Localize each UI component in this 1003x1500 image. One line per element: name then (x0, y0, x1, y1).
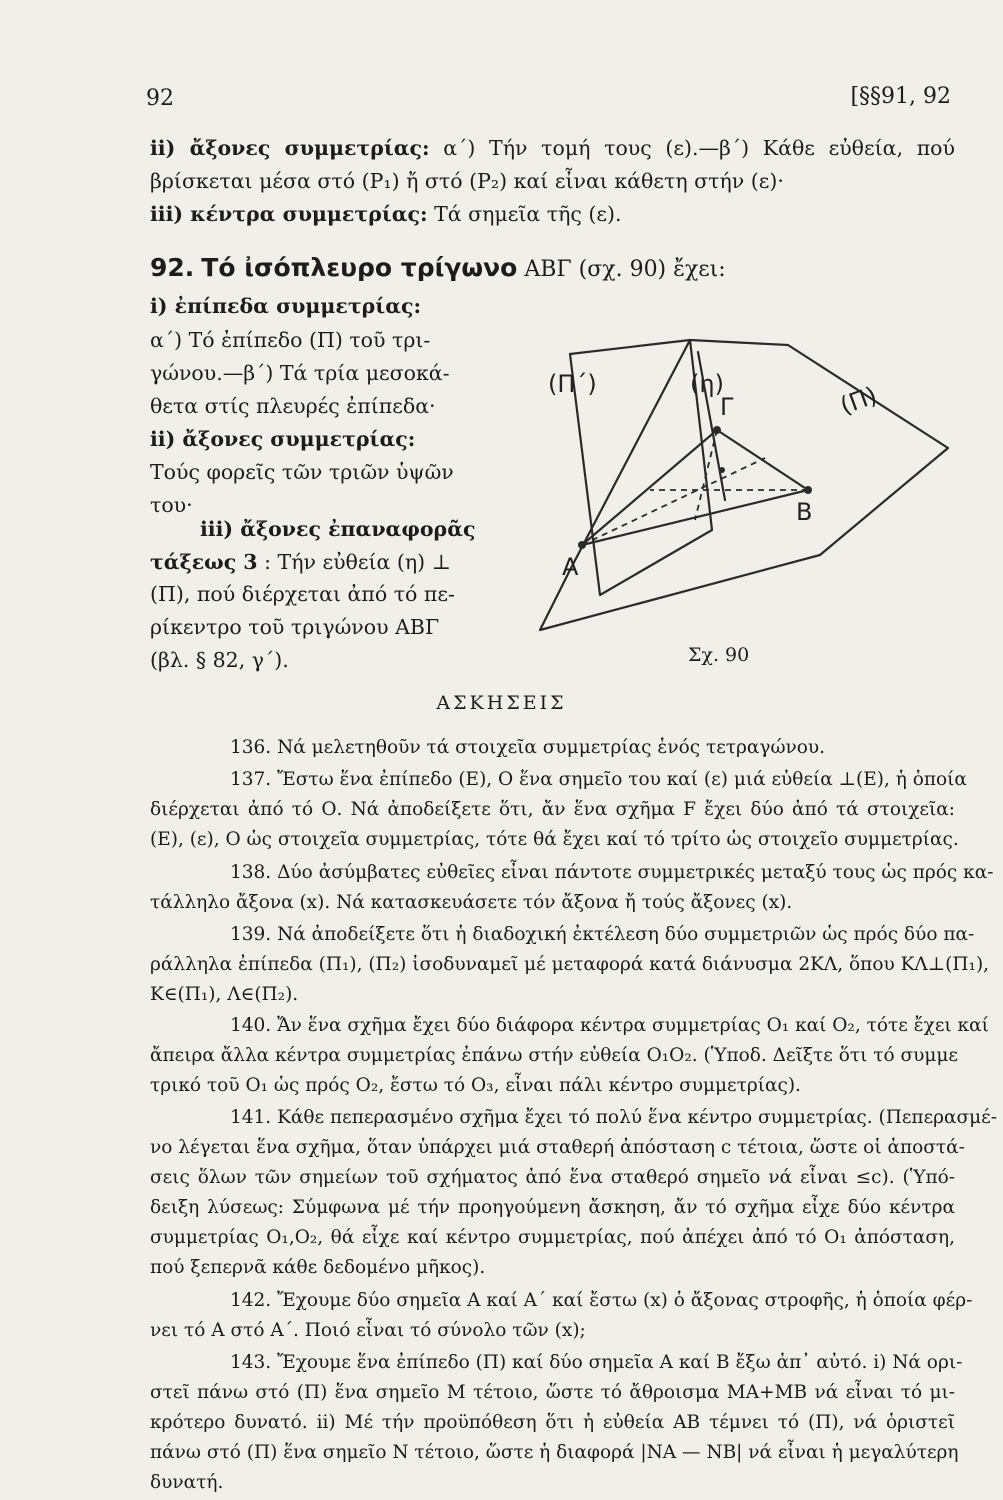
exercise-136 (150, 735, 955, 761)
col-line-1: i) ἐπίπεδα συμμετρίας: (150, 294, 422, 318)
exercise-137-line-3: (Ε), (ε), Ο ὡς στοιχεῖα συμμετρίας, τότε θά ἔχει καί τό τρίτο ὡς στοιχεῖο συμμετρίας. (150, 829, 959, 850)
label-A: Α (562, 553, 579, 581)
exercise-138-line-1: 138. Δύο ἀσύμβατες εὐθεῖες εἶναι πάντοτε συμμετρικές μεταξύ τους ὡς πρός κα- (230, 862, 994, 883)
top-line-2: βρίσκεται μέσα στό (P₁) ἤ στό (P₂) καί εἶναι κάθετη στήν (ε)· (150, 169, 784, 193)
point-B (804, 486, 812, 494)
centroid (719, 467, 725, 473)
point-A (578, 541, 586, 549)
section-heading-rest: ΑΒΓ (σχ. 90) ἔχει: (517, 257, 726, 282)
point-G (713, 426, 721, 434)
col-line-4: θετα στίς πλευρές ἐπίπεδα· (150, 394, 436, 418)
exercise-140-line-1: 140. Ἄν ἕνα σχῆμα ἔχει δύο διάφορα κέντρα συμμετρίας Ο₁ καί Ο₂, τότε ἔχει καί (230, 1015, 989, 1036)
exercise-137-line-1: 137. Ἔστω ἕνα ἐπίπεδο (Ε), Ο ἕνα σημεῖο του καί (ε) μιά εὐθεία ⊥(Ε), ἡ ὁποία (230, 769, 967, 790)
label-pi-prime: (Π΄) (548, 370, 597, 398)
exercise-139-line-2: ράλληλα ἐπίπεδα (Π₁), (Π₂) ἰσοδυναμεῖ μέ μεταφορά κατά διάνυσμα 2ΚΛ, ὅπου ΚΛ⊥(Π₁), (150, 954, 990, 975)
plane-pi (540, 340, 948, 630)
top-line-1 (150, 134, 955, 162)
exercise-143-line-2: στεῖ πάνω στό (Π) ἕνα σημεῖο Μ τέτοιο, ὥστε τό ἄθροισμα ΜΑ+ΜΒ νά εἶναι τό μι- (150, 1382, 955, 1403)
col-line-10: (Π), πού διέρχεται ἀπό τό πε- (150, 582, 455, 606)
exercise-136-text: 136. Νά μελετηθοῦν τά στοιχεῖα συμμετρίας ἑνός τετραγώνου. (230, 737, 826, 758)
col-line-5: ii) ἄξονες συμμετρίας: (150, 427, 416, 451)
median-G (695, 430, 717, 520)
exercise-143-line-1: 143. Ἔχουμε ἕνα ἐπίπεδο (Π) καί δύο σημεῖα Α καί Β ἔξω ἀπ᾽ αὐτό. i) Νά ορι- (230, 1352, 963, 1373)
exercise-141-line-2: νο λέγεται ἕνα σχῆμα, ὅταν ὑπάρχει μιά σταθερή ἀπόσταση c τέτοια, ὥστε οἱ ἀποστά- (150, 1137, 965, 1158)
exercise-142-line-1: 142. Ἔχουμε δύο σημεῖα Α καί Α΄ καί ἔστω (x) ὁ ἄξονας στροφῆς, ἡ ὁποία φέρ- (230, 1290, 973, 1311)
exercise-141-line-6: πού ξεπερνᾶ κάθε δεδομένο μῆκος). (150, 1257, 486, 1278)
exercise-137-line-2: διέρχεται ἀπό τό Ο. Νά ἀποδείξετε ὅτι, ἄν ἕνα σχῆμα F ἔχει δύο ἀπό τά στοιχεῖα: (150, 799, 955, 820)
symmetry-axes-label: ii) ἄξονες συμμετρίας: (150, 136, 430, 160)
col-line-7: του· (150, 493, 193, 517)
top-line-3 (150, 200, 622, 228)
label-B: Β (796, 498, 813, 526)
col-line-12: (βλ. § 82, γ΄). (150, 648, 289, 672)
figure-90 (520, 330, 950, 640)
exercises-heading: ΑΣΚΗΣΕΙΣ (436, 692, 567, 714)
top-line-3-text: Τά σημεῖα τῆς (ε). (427, 202, 622, 226)
exercise-141-line-3: σεις ὅλων τῶν σημείων τοῦ σχήματος ἀπό ἕνα σταθερό σημεῖο νά εἶναι ≤c). (Ὑπό- (150, 1167, 955, 1188)
exercise-141-line-4: δειξη λύσεως: Σύμφωνα μέ τήν προηγούμενη ἄσκηση, ἄν τό σχῆμα εἶχε δύο κέντρα (150, 1197, 955, 1218)
exercise-142-line-2: νει τό Α στό Α΄. Ποιό εἶναι τό σύνολο τῶν (x); (150, 1320, 586, 1341)
label-pi: (Π) (836, 381, 881, 420)
exercise-141-line-1: 141. Κάθε πεπερασμένο σχῆμα ἔχει τό πολύ ἕνα κέντρο συμμετρίας. (Πεπερασμέ- (230, 1107, 998, 1128)
col-line-8: iii) ἄξονες ἐπαναφορᾶς (200, 517, 476, 541)
label-G: Γ (720, 393, 734, 421)
section-title: Τό ἰσόπλευρο τρίγωνο (201, 253, 518, 282)
exercise-139-line-1: 139. Νά ἀποδείξετε ὅτι ἡ διαδοχική ἐκτέλεση δύο συμμετριῶν ὡς πρός δύο πα- (230, 924, 975, 945)
col-line-9-text: : Τήν εὐθεία (η) ⊥ (257, 550, 451, 574)
col-line-6: Τούς φορεῖς τῶν τριῶν ὑψῶν (150, 460, 454, 484)
exercise-140-line-2: ἄπειρα ἄλλα κέντρα συμμετρίας ἐπάνω στήν εὐθεία Ο₁Ο₂. (Ὑποδ. Δεῖξτε ὅτι τό συμμε (150, 1045, 959, 1066)
figure-caption: Σχ. 90 (688, 644, 750, 666)
exercise-141-line-5: συμμετρίας Ο₁,Ο₂, θά εἶχε καί κέντρο συμμετρίας, πού ἀπέχει ἀπό τό Ο₁ ἀπόσταση, (150, 1227, 955, 1248)
exercise-139-line-3: Κ∈(Π₁), Λ∈(Π₂). (150, 984, 299, 1005)
section-reference: [§§91, 92 (850, 84, 951, 109)
section-heading (150, 253, 726, 282)
page-number: 92 (146, 86, 174, 111)
symmetry-centers-label: iii) κέντρα συμμετρίας: (150, 202, 428, 226)
exercise-138-line-2: τάλληλο ἄξονα (x). Νά κατασκευάσετε τόν ἄξονα ἤ τούς ἄξονες (x). (150, 892, 793, 913)
section-number: 92. (150, 253, 195, 282)
exercise-140-line-3: τρικό τοῦ Ο₁ ὡς πρός Ο₂, ἔστω τό Ο₃, εἶναι πάλι κέντρο συμμετρίας). (150, 1075, 801, 1096)
top-line-1-text: α΄) Τήν τομή τους (ε).—β΄) Κάθε εὐθεία, πού (429, 136, 955, 160)
exercise-143-line-4: πάνω στό (Π) ἕνα σημεῖο Ν τέτοιο, ὥστε ἡ διαφορά |ΝΑ — ΝΒ| νά εἶναι ἡ μεγαλύτερη (150, 1442, 959, 1463)
exercise-143-line-5: δυνατή. (150, 1472, 224, 1493)
exercise-143-line-3: κρότερο δυνατό. ii) Μέ τήν προϋπόθεση ὅτι ἡ εὐθεία ΑΒ τέμνει τό (Π), νά ὁριστεῖ (150, 1412, 955, 1433)
col-line-2: α΄) Τό ἐπίπεδο (Π) τοῦ τρι- (150, 328, 431, 352)
order-label: τάξεως 3 (150, 550, 258, 574)
col-line-9 (150, 548, 451, 576)
label-eta: (η) (690, 370, 724, 398)
col-line-3: γώνου.—β΄) Τά τρία μεσοκά- (150, 361, 450, 385)
col-line-11: ρίκεντρο τοῦ τριγώνου ΑΒΓ (150, 615, 440, 639)
median-A (582, 458, 765, 545)
